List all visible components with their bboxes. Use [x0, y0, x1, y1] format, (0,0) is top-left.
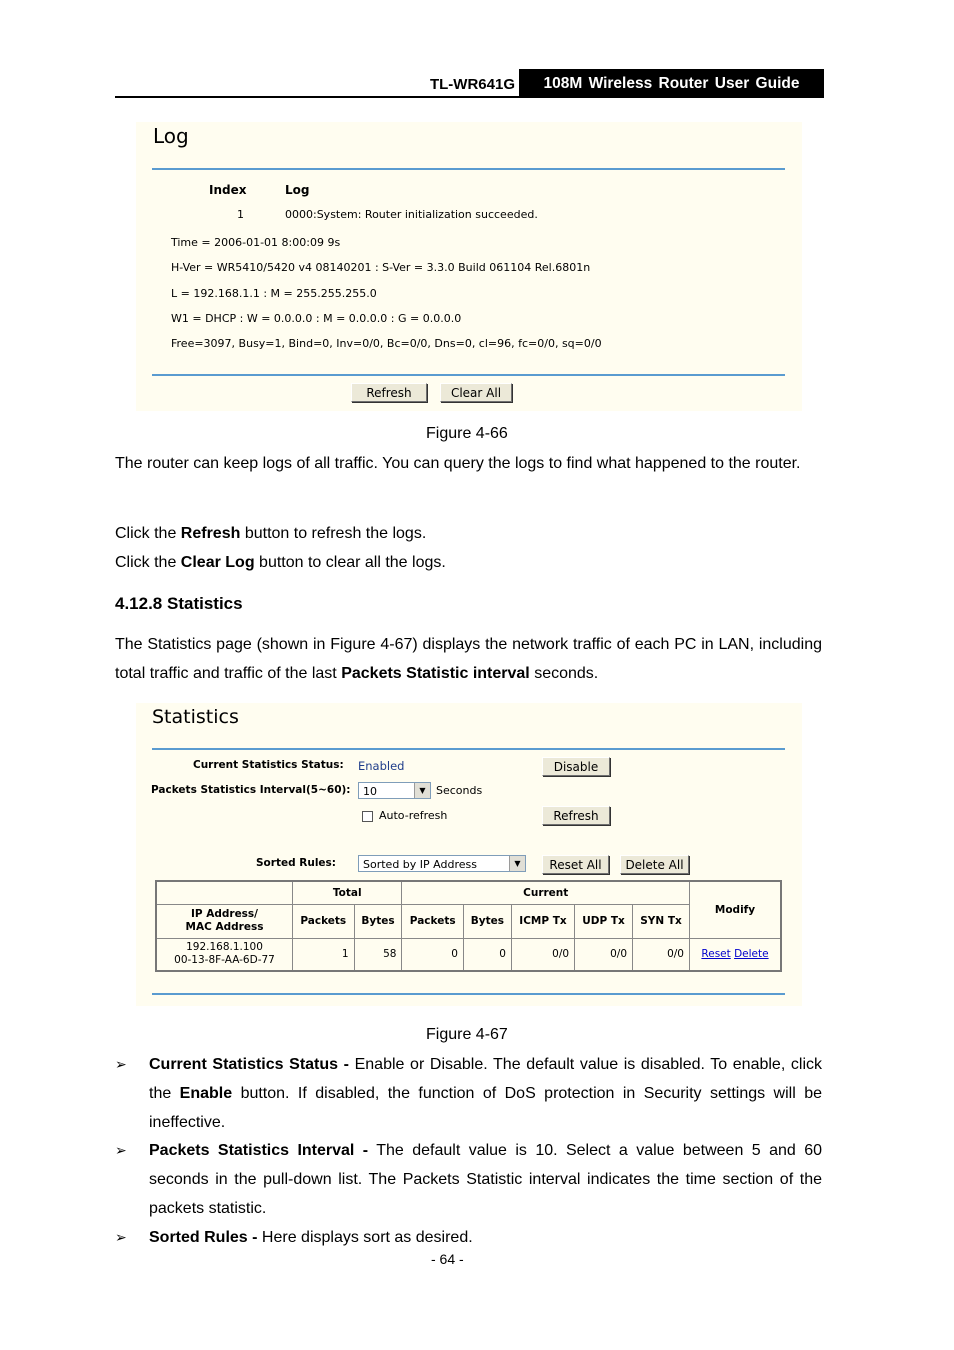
disable-button[interactable]: Disable [542, 757, 610, 776]
interval-select-value: 10 [363, 785, 377, 798]
reset-all-button[interactable]: Reset All [542, 855, 609, 874]
status-label: Current Statistics Status: [193, 759, 344, 771]
col-icmp-tx: ICMP Tx [511, 904, 574, 938]
bullet-1-text: Enable or Disable. The default value is disabled. To enable, click the [149, 1056, 822, 1102]
log-col-index: Index [209, 183, 247, 197]
paragraph-statistics-suffix: seconds. [529, 665, 599, 682]
log-row-index: 1 [237, 208, 244, 221]
row-icmp-tx: 0/0 [511, 938, 574, 971]
paragraph-refresh-prefix: Click the [115, 525, 181, 542]
col-current-bytes: Bytes [463, 904, 511, 938]
log-info-free: Free=3097, Busy=1, Bind=0, Inv=0/0, Bc=0/0, Dns=0, cl=96, fc=0/0, sq=0/0 [171, 337, 602, 350]
bullet-1-bold2: Enable [179, 1085, 233, 1102]
paragraph-log-intro: The router can keep logs of all traffic. You can query the logs to find what happened to the router. [115, 455, 801, 472]
table-corner [156, 881, 293, 904]
header-model: TL-WR641G [429, 76, 515, 93]
log-bottom-rule [152, 374, 785, 376]
log-info-version: H-Ver = WR5410/5420 v4 08140201 : S-Ver = 3.3.0 Build 061104 Rel.6801n [171, 261, 591, 274]
log-clear-all-button[interactable]: Clear All [440, 383, 512, 402]
total-header: Total [293, 881, 402, 904]
paragraph-clear-suffix: button to clear all the logs. [254, 554, 446, 571]
page-number: - 64 - [431, 1251, 464, 1267]
delete-all-button[interactable]: Delete All [620, 855, 689, 874]
log-info-time: Time = 2006-01-01 8:00:09 9s [171, 236, 341, 249]
bullet-2-text: The default value is 10. Select a value between 5 and 60 seconds in the pull-down list. The Packets Statistic interval indicates the time section of the packets statistic. [149, 1142, 822, 1217]
statistics-title: Statistics [152, 706, 239, 728]
sorted-rules-select[interactable] [358, 855, 526, 872]
statistics-top-rule [152, 748, 785, 750]
paragraph-refresh [115, 519, 822, 548]
paragraph-refresh-suffix: button to refresh the logs. [240, 525, 427, 542]
paragraph-clear-bold: Clear Log [180, 554, 255, 571]
header-rule [115, 96, 824, 98]
paragraph-statistics [115, 630, 822, 688]
modify-header: Modify [690, 881, 782, 938]
log-title: Log [153, 124, 189, 148]
current-header: Current [402, 881, 690, 904]
bullet-current-status [149, 1050, 822, 1137]
bullet-interval [149, 1136, 822, 1223]
col-current-packets: Packets [402, 904, 464, 938]
statistics-table [155, 880, 782, 972]
paragraph-statistics-prefix: The Statistics page (shown in Figure 4-67) displays the network traffic of each PC in LAN, including total traffic and traffic of the last [115, 636, 822, 682]
row-current-bytes: 0 [463, 938, 511, 971]
chevron-down-icon[interactable]: ▼ [509, 856, 525, 871]
bullet-3-bold: Sorted Rules - [149, 1229, 258, 1246]
bullet-marker-1: ➢ [115, 1056, 127, 1072]
ip-mac-header: IP Address/ MAC Address [156, 904, 293, 938]
seconds-label: Seconds [436, 784, 483, 797]
figure-67-caption: Figure 4-67 [426, 1026, 508, 1043]
row-syn-tx: 0/0 [633, 938, 690, 971]
sorted-rules-select-value: Sorted by IP Address [363, 858, 477, 871]
row-delete-link[interactable]: Delete [734, 948, 769, 961]
bullet-2-bold: Packets Statistics Interval - [149, 1142, 369, 1159]
col-total-bytes: Bytes [354, 904, 402, 938]
figure-66-caption: Figure 4-66 [426, 425, 508, 442]
chevron-down-icon[interactable]: ▼ [414, 783, 430, 798]
row-mac: 00-13-8F-AA-6D-77 [174, 954, 275, 967]
bullet-marker-3: ➢ [115, 1229, 127, 1245]
row-total-bytes: 58 [354, 938, 402, 971]
auto-refresh-checkbox[interactable] [362, 811, 373, 822]
row-current-packets: 0 [402, 938, 464, 971]
row-reset-link[interactable]: Reset [701, 948, 731, 961]
status-value: Enabled [358, 759, 405, 773]
bullet-sorted-rules [149, 1223, 822, 1252]
log-top-rule [152, 168, 785, 170]
row-total-packets: 1 [293, 938, 355, 971]
col-udp-tx: UDP Tx [575, 904, 633, 938]
paragraph-statistics-bold: Packets Statistic interval [341, 665, 530, 682]
sorted-rules-label: Sorted Rules: [256, 857, 336, 869]
paragraph-clear-prefix: Click the [115, 554, 181, 571]
bullet-1-text2: button. If disabled, the function of DoS protection in Security settings will be ineffective. [149, 1085, 823, 1131]
interval-label: Packets Statistics Interval(5~60): [151, 784, 351, 796]
log-row-message: 0000:System: Router initialization succeeded. [285, 208, 538, 221]
log-refresh-button[interactable]: Refresh [351, 383, 427, 402]
bullet-marker-2: ➢ [115, 1142, 127, 1158]
bullet-1-bold: Current Statistics Status - [149, 1056, 349, 1073]
paragraph-clear-log [115, 548, 822, 577]
log-info-lan: L = 192.168.1.1 : M = 255.255.255.0 [171, 287, 377, 300]
bullet-3-text: Here displays sort as desired. [257, 1229, 473, 1246]
paragraph-refresh-bold: Refresh [180, 525, 241, 542]
statistics-bottom-rule [152, 993, 785, 995]
row-ip-mac [156, 938, 293, 971]
stats-refresh-button[interactable]: Refresh [542, 806, 610, 825]
log-info-wan: W1 = DHCP : W = 0.0.0.0 : M = 0.0.0.0 : G = 0.0.0.0 [171, 312, 462, 325]
row-udp-tx: 0/0 [575, 938, 633, 971]
interval-select[interactable] [358, 782, 431, 799]
table-row [156, 938, 781, 971]
section-heading: 4.12.8 Statistics [115, 594, 243, 613]
log-col-log: Log [285, 183, 310, 197]
row-modify [690, 938, 782, 971]
header-guide-title: 108M Wireless Router User Guide [519, 69, 824, 97]
col-syn-tx: SYN Tx [633, 904, 690, 938]
col-total-packets: Packets [293, 904, 355, 938]
auto-refresh-label: Auto-refresh [379, 809, 448, 822]
row-ip: 192.168.1.100 [186, 941, 263, 954]
